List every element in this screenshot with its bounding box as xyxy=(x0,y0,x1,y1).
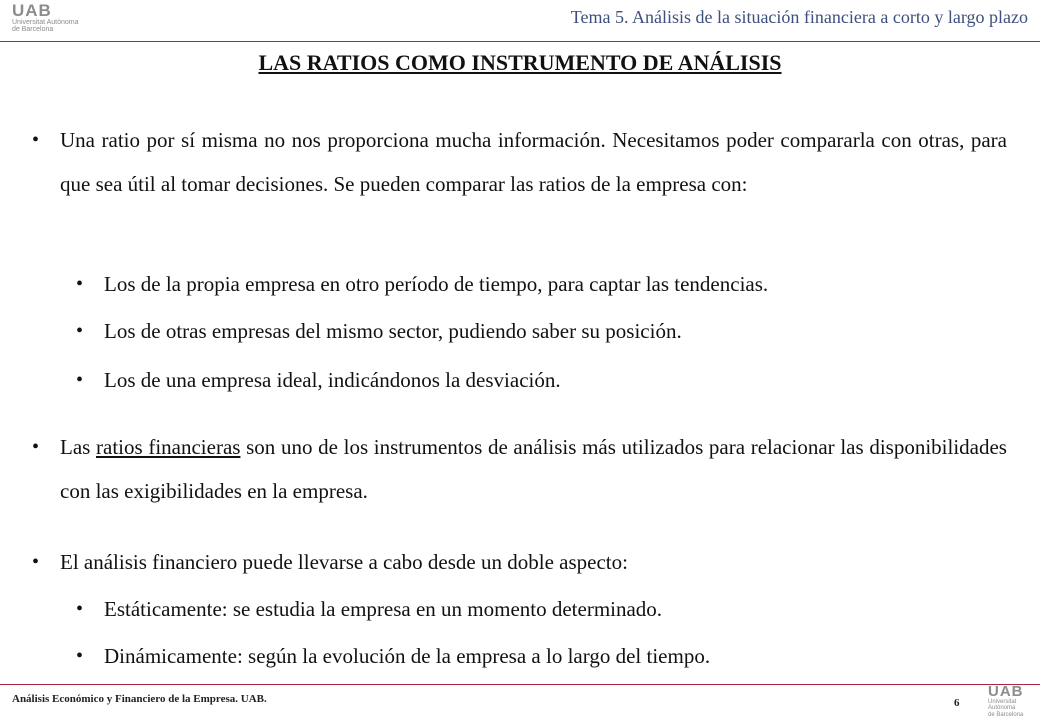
uab-logo-bottom xyxy=(988,684,1040,718)
bullet-icon: • xyxy=(32,436,40,458)
bullet-icon: • xyxy=(32,129,40,151)
logo-text: UAB xyxy=(988,683,1024,700)
bullet-1 xyxy=(32,118,1007,206)
bullet-2 xyxy=(32,425,1007,513)
header-topic: Tema 5. Análisis de la situación financiera a corto y largo plazo xyxy=(570,7,1028,27)
sub-bullet-text: Los de una empresa ideal, indicándonos la desviación. xyxy=(104,368,561,392)
page-number: 6 xyxy=(954,697,960,709)
bullet-2-suffix: son uno de los instrumentos de análisis más utilizados para relacionar las disponibilidades con las exigibilidades en la empresa. xyxy=(60,435,1007,503)
footer-course: Análisis Económico y Financiero de la Empresa. UAB. xyxy=(12,693,267,705)
sub-bullet-text: Dinámicamente: según la evolución de la empresa a lo largo del tiempo. xyxy=(104,644,711,668)
logo-subtitle: Universitat Autònoma xyxy=(988,699,1017,712)
bullet-3-text: El análisis financiero puede llevarse a cabo desde un doble aspecto: xyxy=(60,550,628,574)
sub-bullet xyxy=(76,365,1006,395)
bullet-icon: • xyxy=(76,598,84,620)
footer-divider xyxy=(0,684,1040,685)
logo-subtitle: Universitat Autònoma xyxy=(12,19,79,26)
bullet-icon: • xyxy=(76,645,84,667)
bullet-icon: • xyxy=(76,320,84,342)
sub-bullet xyxy=(76,594,1006,624)
slide-title: LAS RATIOS COMO INSTRUMENTO DE ANÁLISIS xyxy=(258,50,782,75)
sub-bullet xyxy=(76,641,1006,671)
sub-bullet-text: Los de la propia empresa en otro período de tiempo, para captar las tendencias. xyxy=(104,272,769,296)
sub-bullet-text: Los de otras empresas del mismo sector, pudiendo saber su posición. xyxy=(104,319,682,343)
logo-subtitle: de Barcelona xyxy=(988,711,1024,718)
bullet-icon: • xyxy=(76,273,84,295)
bullet-1-text: Una ratio por sí misma no nos proporciona mucha información. Necesitamos poder compararla con otras, para que sea útil al tomar decisiones. Se pueden comparar las ratios de la empresa con: xyxy=(60,128,1007,196)
bullet-3 xyxy=(32,540,1007,584)
header-divider xyxy=(0,41,1040,42)
bullet-icon: • xyxy=(76,369,84,391)
bullet-2-prefix: Las xyxy=(60,435,96,459)
logo-subtitle: de Barcelona xyxy=(12,26,54,34)
bullet-2-text xyxy=(60,425,1007,513)
bullet-icon: • xyxy=(32,551,40,573)
logo-text: UAB xyxy=(12,1,52,20)
uab-logo-top xyxy=(12,2,79,34)
sub-bullet xyxy=(76,316,1006,346)
ratios-financieras-term: ratios financieras xyxy=(96,435,241,459)
sub-bullet xyxy=(76,269,1006,299)
sub-bullet-text: Estáticamente: se estudia la empresa en un momento determinado. xyxy=(104,597,663,621)
